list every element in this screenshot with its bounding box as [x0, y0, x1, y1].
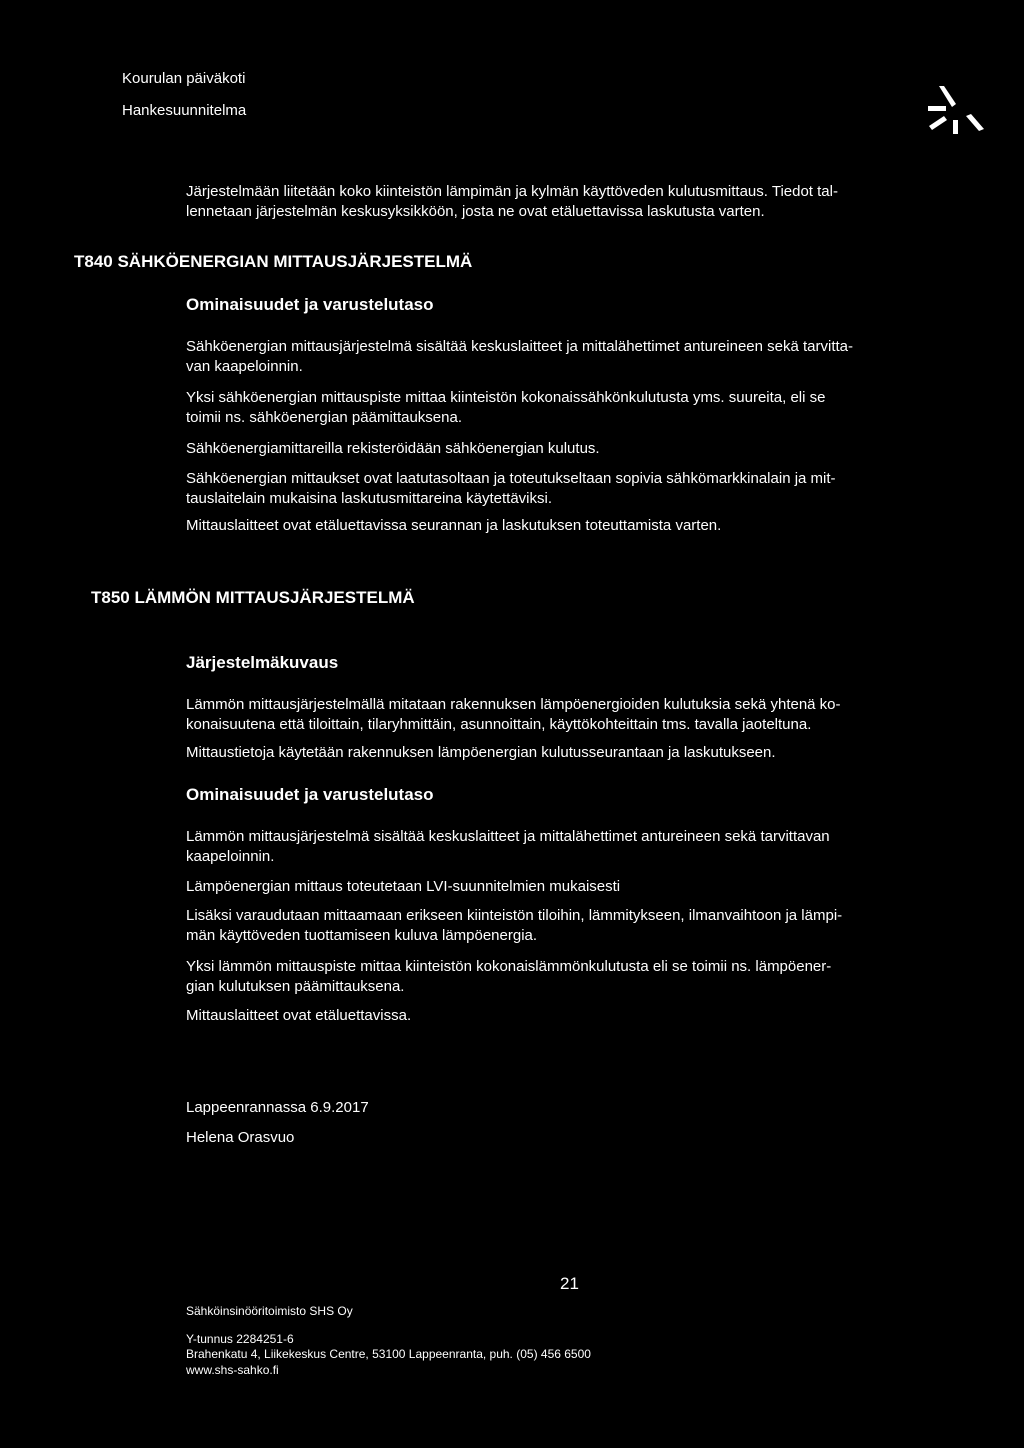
- text-line: Lämmön mittausjärjestelmä sisältää keskuslaitteet ja mittalähettimet antureineen sekä tarvittavan: [186, 828, 830, 845]
- footer-ytunnus: Y-tunnus 2284251-6: [186, 1332, 294, 1346]
- text-line: Sähköenergian mittaukset ovat laatutasoltaan ja toteutukseltaan sopivia sähkömarkkinalain ja mit-: [186, 470, 836, 487]
- text-line: tauslaitelain mukaisina laskutusmittareina käytettäviksi.: [186, 490, 552, 507]
- text-line: konaisuutena että tiloittain, tilaryhmittäin, asunnoittain, käyttökohteittain tms. tavalla jaoteltuna.: [186, 716, 812, 733]
- t850-paragraph-4: [186, 877, 946, 897]
- shs-logo-icon: [922, 86, 990, 138]
- section-heading-t840: T840 SÄHKÖENERGIAN MITTAUSJÄRJESTELMÄ: [74, 252, 473, 271]
- text-line: gian kulutuksen päämittauksena.: [186, 978, 405, 995]
- text-line: Mittauslaitteet ovat etäluettavissa seurannan ja laskutuksen toteuttamista varten.: [186, 517, 722, 534]
- footer-address: Brahenkatu 4, Liikekeskus Centre, 53100 Lappeenranta, puh. (05) 456 6500: [186, 1347, 591, 1361]
- t840-paragraph-1: [186, 337, 946, 377]
- text-line: Yksi sähköenergian mittauspiste mittaa kiinteistön kokonaissähkönkulutusta yms. suureita, eli se: [186, 389, 826, 406]
- subheading-jarjestelmakuvaus: Järjestelmäkuvaus: [186, 653, 339, 672]
- t850-paragraph-3: [186, 827, 946, 867]
- subheading-ominaisuudet-2: Ominaisuudet ja varustelutaso: [186, 785, 434, 804]
- text-line: van kaapeloinnin.: [186, 358, 303, 375]
- footer-web: www.shs-sahko.fi: [186, 1363, 279, 1377]
- text-line: Helena Orasvuo: [186, 1129, 295, 1146]
- text-line: Yksi lämmön mittauspiste mittaa kiinteistön kokonaislämmönkulutusta eli se toimii ns. lämpöener-: [186, 958, 832, 975]
- text-line: män käyttöveden tuottamiseen kuluva lämpöenergia.: [186, 927, 538, 944]
- t840-paragraph-4: [186, 469, 946, 509]
- t850-paragraph-6: [186, 957, 946, 997]
- text-line: Lappeenrannassa 6.9.2017: [186, 1099, 369, 1116]
- intro-line: Järjestelmään liitetään koko kiinteistön lämpimän ja kylmän käyttöveden kulutusmittaus. Tiedot tal-: [186, 183, 838, 200]
- t850-paragraph-1: [186, 695, 946, 735]
- t840-paragraph-5: [186, 516, 946, 536]
- signature-place-date: [186, 1098, 946, 1118]
- text-line: Mittaustietoja käytetään rakennuksen lämpöenergian kulutusseurantaan ja laskutukseen.: [186, 744, 776, 761]
- signature-name: [186, 1128, 946, 1148]
- t840-paragraph-2: [186, 388, 946, 428]
- footer-company: Sähköinsinööritoimisto SHS Oy: [186, 1304, 353, 1318]
- subheading-ominaisuudet: Ominaisuudet ja varustelutaso: [186, 295, 434, 314]
- t840-paragraph-3: [186, 439, 946, 459]
- t850-paragraph-7: [186, 1006, 946, 1026]
- document-title: Kourulan päiväkoti: [122, 70, 246, 87]
- text-line: Mittauslaitteet ovat etäluettavissa.: [186, 1007, 412, 1024]
- text-line: Lämmön mittausjärjestelmällä mitataan rakennuksen lämpöenergioiden kulutuksia sekä yhtenä ko-: [186, 696, 841, 713]
- text-line: Lämpöenergian mittaus toteutetaan LVI-suunnitelmien mukaisesti: [186, 878, 621, 895]
- intro-paragraph: [186, 182, 946, 222]
- t850-paragraph-2: [186, 743, 946, 763]
- text-line: Sähköenergiamittareilla rekisteröidään sähköenergian kulutus.: [186, 440, 600, 457]
- text-line: toimii ns. sähköenergian päämittauksena.: [186, 409, 462, 426]
- page-number: 21: [560, 1274, 579, 1293]
- text-line: Sähköenergian mittausjärjestelmä sisältää keskuslaitteet ja mittalähettimet antureineen sekä tarvitta-: [186, 338, 854, 355]
- document-subtitle: Hankesuunnitelma: [122, 102, 247, 119]
- t850-paragraph-5: [186, 906, 946, 946]
- text-line: Lisäksi varaudutaan mittaamaan erikseen kiinteistön tiloihin, lämmitykseen, ilmanvaihtoon ja lämpi-: [186, 907, 843, 924]
- text-line: kaapeloinnin.: [186, 848, 275, 865]
- section-heading-t850: T850 LÄMMÖN MITTAUSJÄRJESTELMÄ: [91, 588, 415, 607]
- intro-line: lennetaan järjestelmän keskusyksikköön, josta ne ovat etäluettavissa laskutusta varten.: [186, 203, 765, 220]
